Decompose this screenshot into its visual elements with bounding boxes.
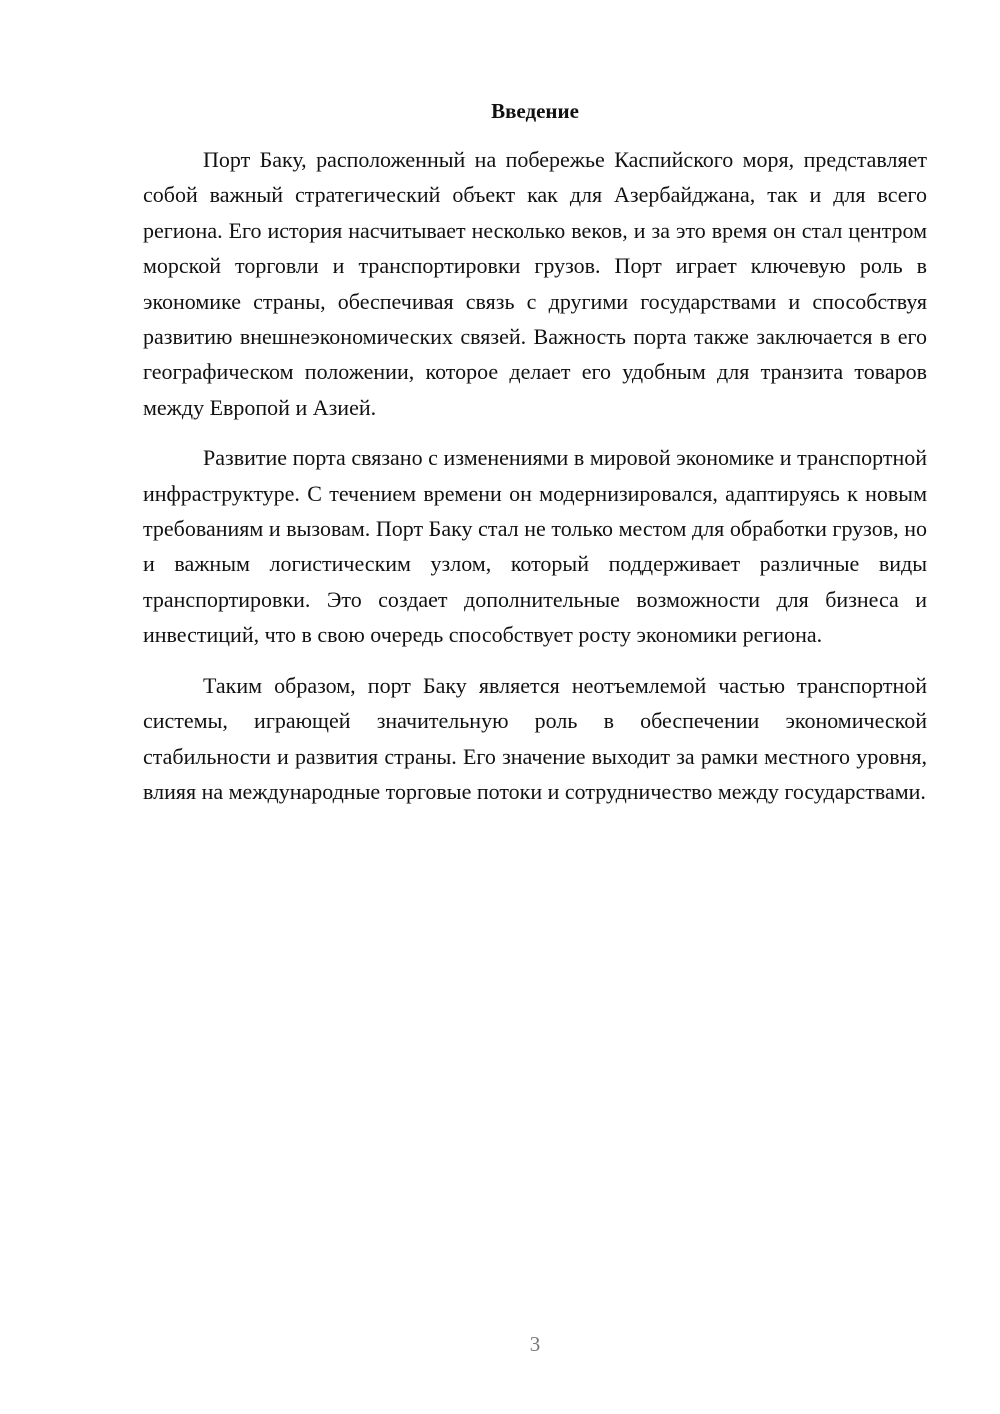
paragraph-2: Развитие порта связано с изменениями в мировой экономике и транспортной инфраструктуре. С течением времени он модернизировался, адаптируясь к новым требованиям и вызовам. Порт Баку стал не только местом для обработки грузов, но и важным логистическим узлом, который поддерживает различные виды транспортировки. Это создает дополнительные возможности для бизнеса и инвестиций, что в свою очередь способствует росту экономики региона. (143, 445, 927, 648)
page-title: Введение (491, 99, 579, 123)
page-number: 3 (529, 1332, 541, 1356)
paragraph-1: Порт Баку, расположенный на побережье Каспийского моря, представляет собой важный стратегический объект как для Азербайджана, так и для всего региона. Его история насчитывает несколько веков, и за это время он стал центром морской торговли и транспортировки грузов. Порт играет ключевую роль в экономике страны, обеспечивая связь с другими государствами и способствуя развитию внешнеэкономических связей. Важность порта также заключается в его географическом положении, которое делает его удобным для транзита товаров между Европой и Азией. (143, 147, 927, 420)
document-body (143, 142, 927, 824)
paragraph-3: Таким образом, порт Баку является неотъемлемой частью транспортной системы, играющей значительную роль в обеспечении экономической стабильности и развития страны. Его значение выходит за рамки местного уровня, влияя на международные торговые потоки и сотрудничество между государствами. (143, 672, 927, 804)
